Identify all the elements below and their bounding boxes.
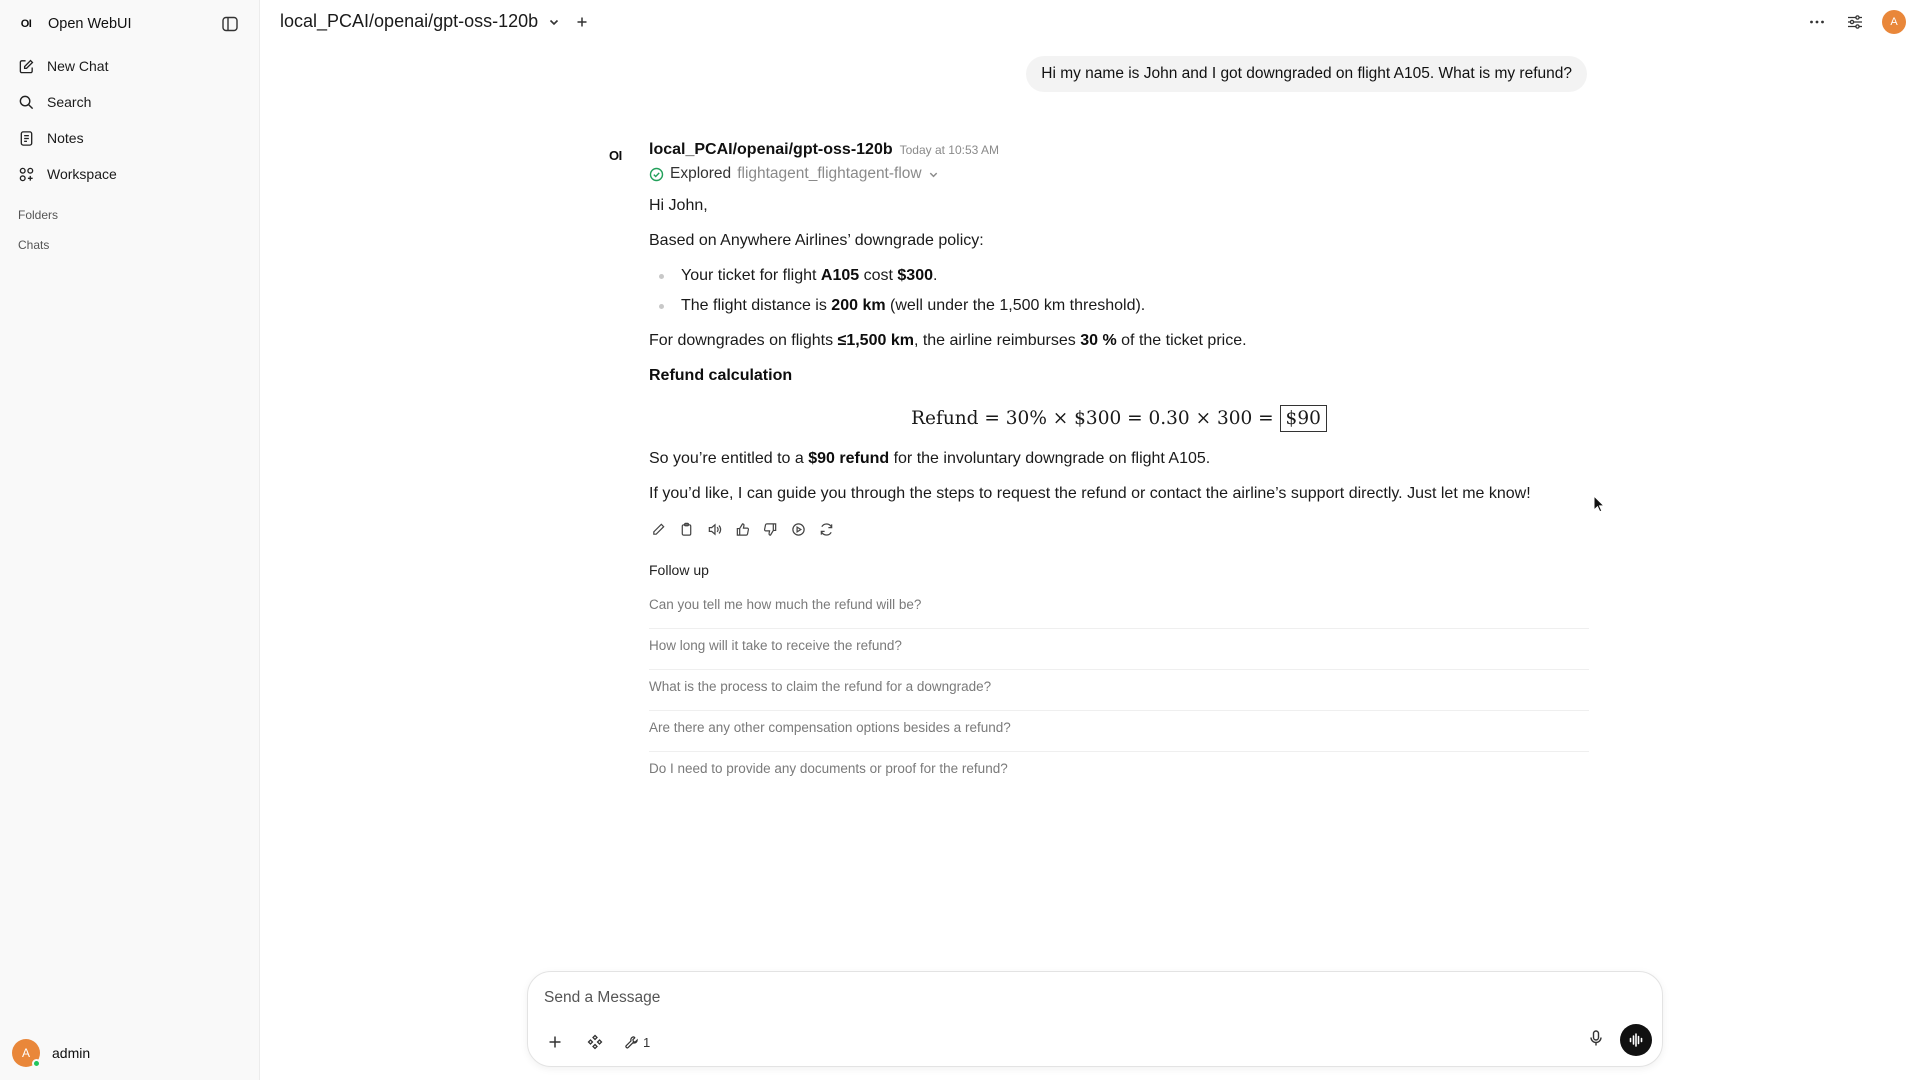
regenerate-button[interactable] [817, 521, 835, 539]
sidebar-item-workspace[interactable] [8, 156, 252, 192]
waveform-icon [1628, 1032, 1644, 1048]
assistant-message [649, 138, 1589, 793]
brand[interactable] [16, 12, 132, 36]
sliders-icon [1846, 13, 1864, 31]
message-timestamp: Today at 10:53 AM [899, 143, 1000, 157]
top-actions [1806, 10, 1906, 34]
profile-avatar[interactable]: A [1882, 10, 1906, 34]
clipboard-icon [679, 522, 694, 537]
sidebar-toggle-button[interactable] [220, 14, 240, 34]
microphone-icon [1588, 1029, 1604, 1047]
more-horizontal-icon [1808, 13, 1826, 31]
plus-icon [547, 1034, 563, 1050]
composer-tools [544, 1031, 650, 1053]
composer-actions [1588, 1024, 1652, 1056]
pencil-icon [651, 522, 666, 537]
explored-label: Explored [670, 164, 732, 182]
app-logo: OI [20, 18, 32, 30]
policy-intro-text: Based on Anywhere Airlines’ downgrade policy: [649, 232, 984, 250]
chats-section-label[interactable]: Chats [18, 238, 50, 252]
wrench-icon [624, 1035, 639, 1050]
assistant-logo: OI [609, 148, 622, 163]
assistant-model-name: local_PCAI/openai/gpt-oss-120b [649, 141, 893, 158]
formula-result: $90 [1280, 405, 1327, 432]
app-name: Open WebUI [48, 16, 132, 32]
model-name: local_PCAI/openai/gpt-oss-120b [280, 11, 539, 31]
workspace-icon [18, 166, 35, 183]
refund-formula [649, 403, 1589, 435]
voice-mode-button[interactable] [1620, 1024, 1652, 1056]
policy-rule-text: For downgrades on flights ≤1,500 km, the airline reimburses 30 % of the ticket price. [649, 331, 1247, 349]
follow-up-list [649, 588, 1589, 793]
follow-up-item[interactable]: What is the process to claim the refund for a downgrade? [649, 670, 1589, 711]
avatar [12, 1039, 40, 1067]
integrations-icon [587, 1034, 603, 1050]
follow-up-item[interactable]: How long will it take to receive the refund? [649, 629, 1589, 670]
user-name: admin [52, 1045, 91, 1061]
calc-heading: Refund calculation [649, 366, 793, 384]
sidebar-item-search[interactable] [8, 84, 252, 120]
sidebar-item-label: Notes [47, 130, 84, 146]
user-menu[interactable] [12, 1038, 90, 1068]
closing-text: If you’d like, I can guide you through the steps to request the refund or contact the airline’s support directly. Just let me know! [649, 485, 1531, 503]
chevron-down-icon [548, 16, 560, 28]
controls-button[interactable] [1844, 11, 1866, 33]
sidebar-item-label: New Chat [47, 58, 109, 74]
chevron-down-icon [928, 169, 939, 180]
entitled-text: So you’re entitled to a $90 refund for the involuntary downgrade on flight A105. [649, 450, 1211, 468]
bullet-ticket: Your ticket for flight A105 cost $300. [649, 264, 1589, 287]
bullet-distance: The flight distance is 200 km (well under the 1,500 km threshold). [649, 294, 1589, 317]
play-circle-icon [791, 522, 806, 537]
message-actions [649, 520, 1589, 540]
mouse-cursor-icon [1593, 495, 1605, 513]
more-options-button[interactable] [1806, 11, 1828, 33]
edit-button[interactable] [649, 521, 667, 539]
sidebar-item-label: Search [47, 94, 92, 110]
model-selector[interactable] [280, 11, 588, 32]
sidebar-item-new-chat[interactable] [8, 48, 252, 84]
integrations-button[interactable] [584, 1031, 606, 1053]
check-circle-icon [649, 167, 664, 182]
sidebar-item-label: Workspace [47, 166, 117, 182]
follow-up-title: Follow up [649, 561, 709, 578]
message-input[interactable] [544, 986, 1634, 1010]
thumbs-down-button[interactable] [761, 521, 779, 539]
user-message-bubble: Hi my name is John and I got downgraded on flight A105. What is my refund? [1026, 56, 1587, 92]
formula-expression: Refund = 30% × $300 = 0.30 × 300 = [911, 408, 1274, 430]
sidebar [0, 0, 260, 1080]
policy-bullets [649, 264, 1589, 316]
follow-up-item[interactable]: Are there any other compensation options besides a refund? [649, 711, 1589, 752]
sidebar-item-notes[interactable] [8, 120, 252, 156]
dictate-button[interactable] [1588, 1029, 1604, 1052]
follow-up-item[interactable]: Can you tell me how much the refund will be? [649, 588, 1589, 629]
copy-button[interactable] [677, 521, 695, 539]
add-model-icon [576, 16, 588, 28]
continue-button[interactable] [789, 521, 807, 539]
follow-up-item[interactable]: Do I need to provide any documents or proof for the refund? [649, 760, 1008, 776]
pencil-square-icon [18, 58, 35, 75]
add-attachment-button[interactable] [544, 1031, 566, 1053]
thumbs-up-icon [735, 522, 750, 537]
sidebar-nav [8, 48, 252, 192]
sidebar-toggle-icon [221, 15, 239, 33]
folders-section-label[interactable]: Folders [18, 208, 59, 222]
explored-value: flightagent_flightagent-flow [737, 164, 922, 182]
refresh-icon [819, 522, 834, 537]
top-bar [260, 0, 1920, 46]
thumbs-up-button[interactable] [733, 521, 751, 539]
greeting-text: Hi John, [649, 197, 708, 214]
thumbs-down-icon [763, 522, 778, 537]
read-aloud-button[interactable] [705, 521, 723, 539]
tools-button[interactable] [624, 1035, 650, 1050]
notes-icon [18, 130, 35, 147]
online-status-dot [32, 1059, 41, 1068]
search-icon [18, 94, 35, 111]
tool-explored-status[interactable] [649, 164, 1589, 184]
tool-count-value: 1 [643, 1034, 651, 1050]
avatar-letter: A [21, 1046, 30, 1060]
assistant-header [649, 138, 1589, 160]
message-composer [527, 971, 1663, 1067]
speaker-icon [707, 522, 722, 537]
